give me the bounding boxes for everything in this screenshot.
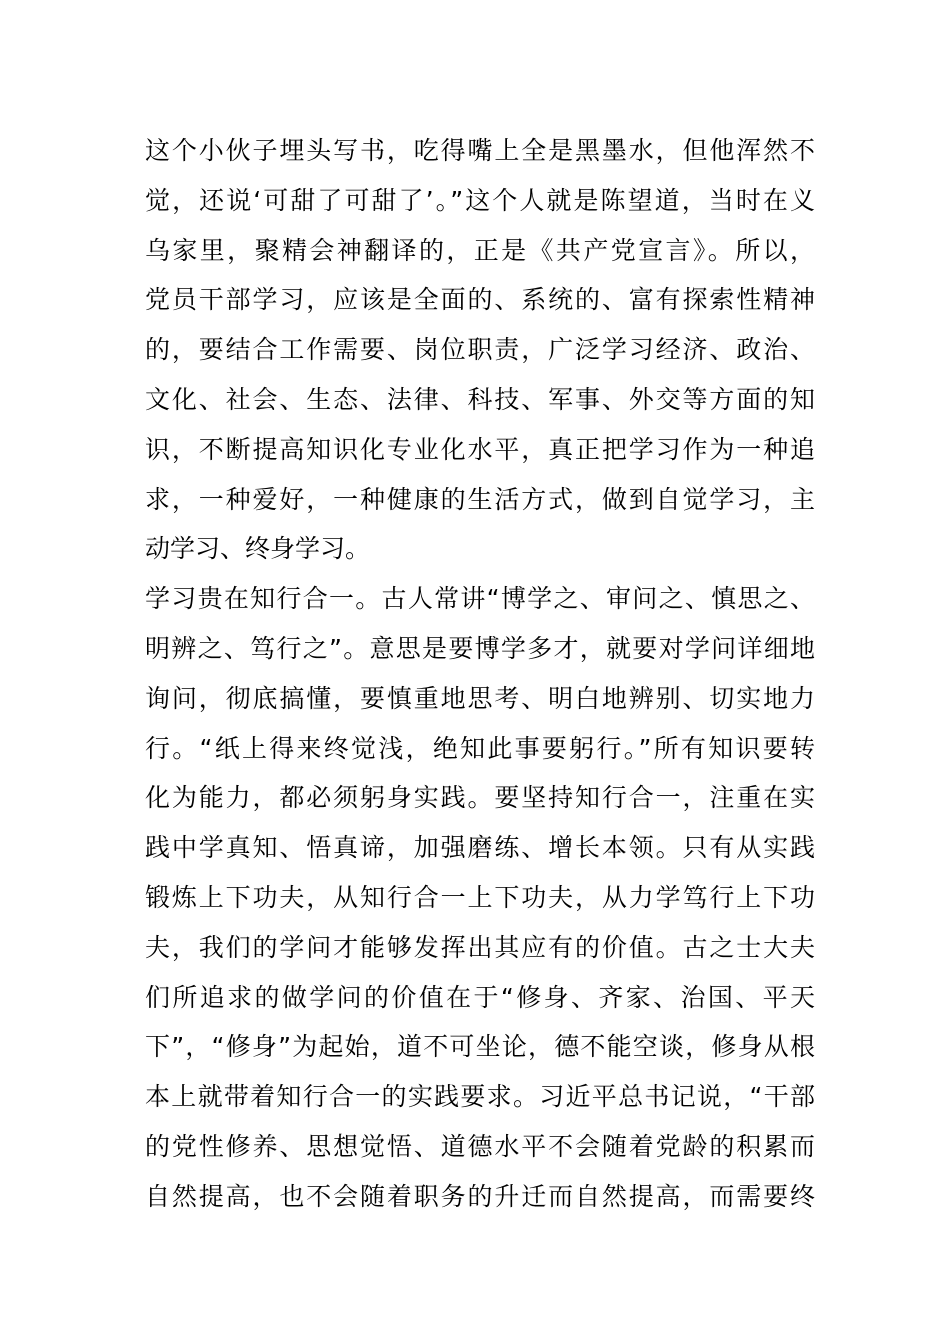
text-line: 询问，彻底搞懂，要慎重地思考、明白地辨别、切实地力 — [145, 683, 815, 713]
body-text — [145, 126, 815, 1222]
text-line: 党员干部学习，应该是全面的、系统的、富有探索性精神 — [145, 285, 815, 315]
text-line: 下”，“修身”为起始，道不可坐论，德不能空谈，修身从根 — [145, 1032, 815, 1062]
text-line: 自然提高，也不会随着职务的升迁而自然提高，而需要终 — [145, 1181, 815, 1211]
paragraph-end-line: 动学习、终身学习。 — [145, 534, 371, 564]
text-line: 化为能力，都必须躬身实践。要坚持知行合一，注重在实 — [145, 783, 815, 813]
text-line: 觉，还说‘可甜了可甜了’。”这个人就是陈望道，当时在义 — [145, 185, 815, 215]
text-line: 夫，我们的学问才能够发挥出其应有的价值。古之士大夫 — [145, 932, 815, 962]
text-line: 明辨之、笃行之”。意思是要博学多才，就要对学问详细地 — [145, 633, 815, 663]
text-line: 求，一种爱好，一种健康的生活方式，做到自觉学习，主 — [145, 484, 815, 514]
text-line: 践中学真知、悟真谛，加强磨练、增长本领。只有从实践 — [145, 833, 815, 863]
text-line: 文化、社会、生态、法律、科技、军事、外交等方面的知 — [145, 384, 815, 414]
text-line: 乌家里，聚精会神翻译的，正是《共产党宣言》。所以， — [145, 235, 815, 265]
text-line: 的党性修养、思想觉悟、道德水平不会随着党龄的积累而 — [145, 1131, 815, 1161]
text-line: 们所追求的做学问的价值在于“修身、齐家、治国、平天 — [145, 982, 815, 1012]
text-line: 锻炼上下功夫，从知行合一上下功夫，从力学笃行上下功 — [145, 882, 815, 912]
text-line: 的，要结合工作需要、岗位职责，广泛学习经济、政治、 — [145, 335, 815, 365]
text-line: 行。“纸上得来终觉浅，绝知此事要躬行。”所有知识要转 — [145, 733, 815, 763]
text-line: 学习贵在知行合一。古人常讲“博学之、审问之、慎思之、 — [145, 584, 815, 614]
text-line: 这个小伙子埋头写书，吃得嘴上全是黑墨水，但他浑然不 — [145, 136, 815, 165]
text-line: 识，不断提高知识化专业化水平，真正把学习作为一种追 — [145, 434, 815, 464]
text-line: 本上就带着知行合一的实践要求。习近平总书记说，“干部 — [145, 1082, 815, 1112]
